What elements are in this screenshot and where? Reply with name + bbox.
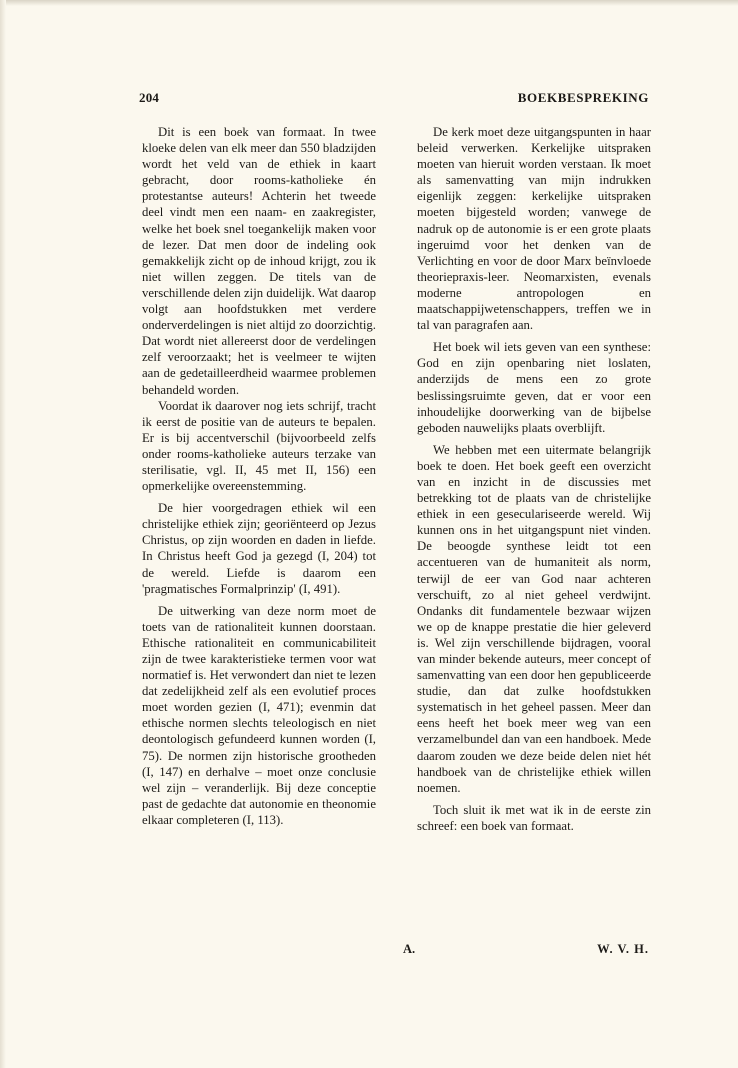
paragraph: De hier voorgedragen ethiek wil een christelijke ethiek zijn; georiënteerd op Jezus Christus, op zijn woorden en daden in liefde. In Christus heeft God ja gezegd (I, 204) tot de wereld. Liefde is daarom een 'pragmatisches Formalprinzip' (I, 491). <box>142 501 376 596</box>
page-header <box>139 84 653 104</box>
paragraph: We hebben met een uitermate belangrijk boek te doen. Het boek geeft een overzicht van en inzicht in de discussies met betrekking tot de plaats van de christelijke ethiek in een geseculariseerde wereld. Wij kunnen ons in het uitgangspunt niet vinden. De beoogde synthese leidt tot een accentueren van de humaniteit als norm, terwijl de eer van God naar achteren verschuift, zo al niet geheel verdwijnt. Ondanks dit fundamentele bezwaar wijzen we op de knappe prestatie die hier geleverd is. Wel zijn verschillende bijdragen, vooral van minder bekende auteurs, meer concept of samenvatting van een door hen gepubliceerde studie, dan dat zulke hoofdstukken systematisch in het geheel passen. Meer dan eens heeft het boek meer weg van een verzamelbundel dan van een handboek. Mede daarom zouden we deze beide delen niet hét handboek van de christelijke ethiek willen noemen. <box>417 442 651 795</box>
left-column <box>142 124 376 834</box>
paragraph: Het boek wil iets geven van een synthese: God en zijn openbaring niet loslaten, anderzijds de mens een zo grote beslissingsruimte geven, dat er voor een inhoudelijke doorwerking van de bijbelse geboden nauwelijks plaats overblijft. <box>417 340 651 435</box>
running-head: BOEKBESPREKING <box>517 90 649 105</box>
paragraph: Voordat ik daarover nog iets schrijf, tracht ik eerst de positie van de auteurs te bepalen. Er is bij accentverschil (bijvoorbeeld zelfs onder rooms-katholieke auteurs terzake van sterilisatie, vgl. II, 45 met II, 156) een opmerkelijke overeenstemming. <box>142 398 376 494</box>
scan-edge-left <box>0 0 6 1068</box>
right-column <box>417 124 651 840</box>
paragraph: Toch sluit ik met wat ik in de eerste zin schreef: een boek van formaat. <box>417 802 651 833</box>
signature-line <box>403 942 649 960</box>
signature-initials: W. V. H. <box>597 942 649 956</box>
scan-edge-top <box>0 0 738 6</box>
paragraph: De kerk moet deze uitgangspunten in haar beleid verwerken. Kerkelijke uitspraken moeten van hieruit worden verstaan. Ik moet als samenvatting van mijn indrukken eigenlijk zeggen: kerkelijke uitspraken moeten bijgesteld worden; vanwege de nadruk op de autonomie is er een grote plaats ingeruimd voor het denken van de Verlichting en voor de door Marx beïnvloede theoriepraxis-leer. Neomarxisten, evenals moderne antropologen en maatschappijwetenschappers, treffen we in tal van paragrafen aan. <box>417 125 651 333</box>
document-page <box>139 84 653 984</box>
paragraph: Dit is een boek van formaat. In twee kloeke delen van elk meer dan 550 bladzijden wordt het veld van de ethiek in kaart gebracht, door rooms-katholieke én protestantse auteurs! Achterin het tweede deel vindt men een naam- en zaakregister, welke het boek snel toegankelijk maken voor de lezer. Dat men door de indeling ook gemakkelijk zicht op de inhoud krijgt, zou ik niet willen zeggen. De titels van de verschillende delen zijn duidelijk. Wat daarop volgt aan hoofdstukken met verdere onderverdelingen is niet altijd zo doorzichtig. Dat wordt niet allereerst door de verdelingen zelf veroorzaakt; het is veelmeer te wijten aan de gedetailleerdheid waarmee problemen behandeld worden. <box>142 125 377 397</box>
paragraph: De uitwerking van deze norm moet de toets van de rationaliteit kunnen doorstaan. Ethische rationaliteit en communicabiliteit zijn de twee karakteristieke termen voor wat normatief is. Het verwondert dan niet te lezen dat zedelijkheid zelf als een evolutief proces moet worden gezien (I, 471); evenmin dat ethische normen slechts teleologisch en niet deontologisch gefundeerd kunnen worden (I, 75). De normen zijn historische grootheden (I, 147) en derhalve – moet onze conclusie wel zijn – veranderlijk. Bij deze conceptie past de gedachte dat autonomie en theonomie elkaar completeren (I, 113). <box>142 603 376 827</box>
signature-place: A. <box>403 942 416 956</box>
page-number: 204 <box>139 90 160 105</box>
